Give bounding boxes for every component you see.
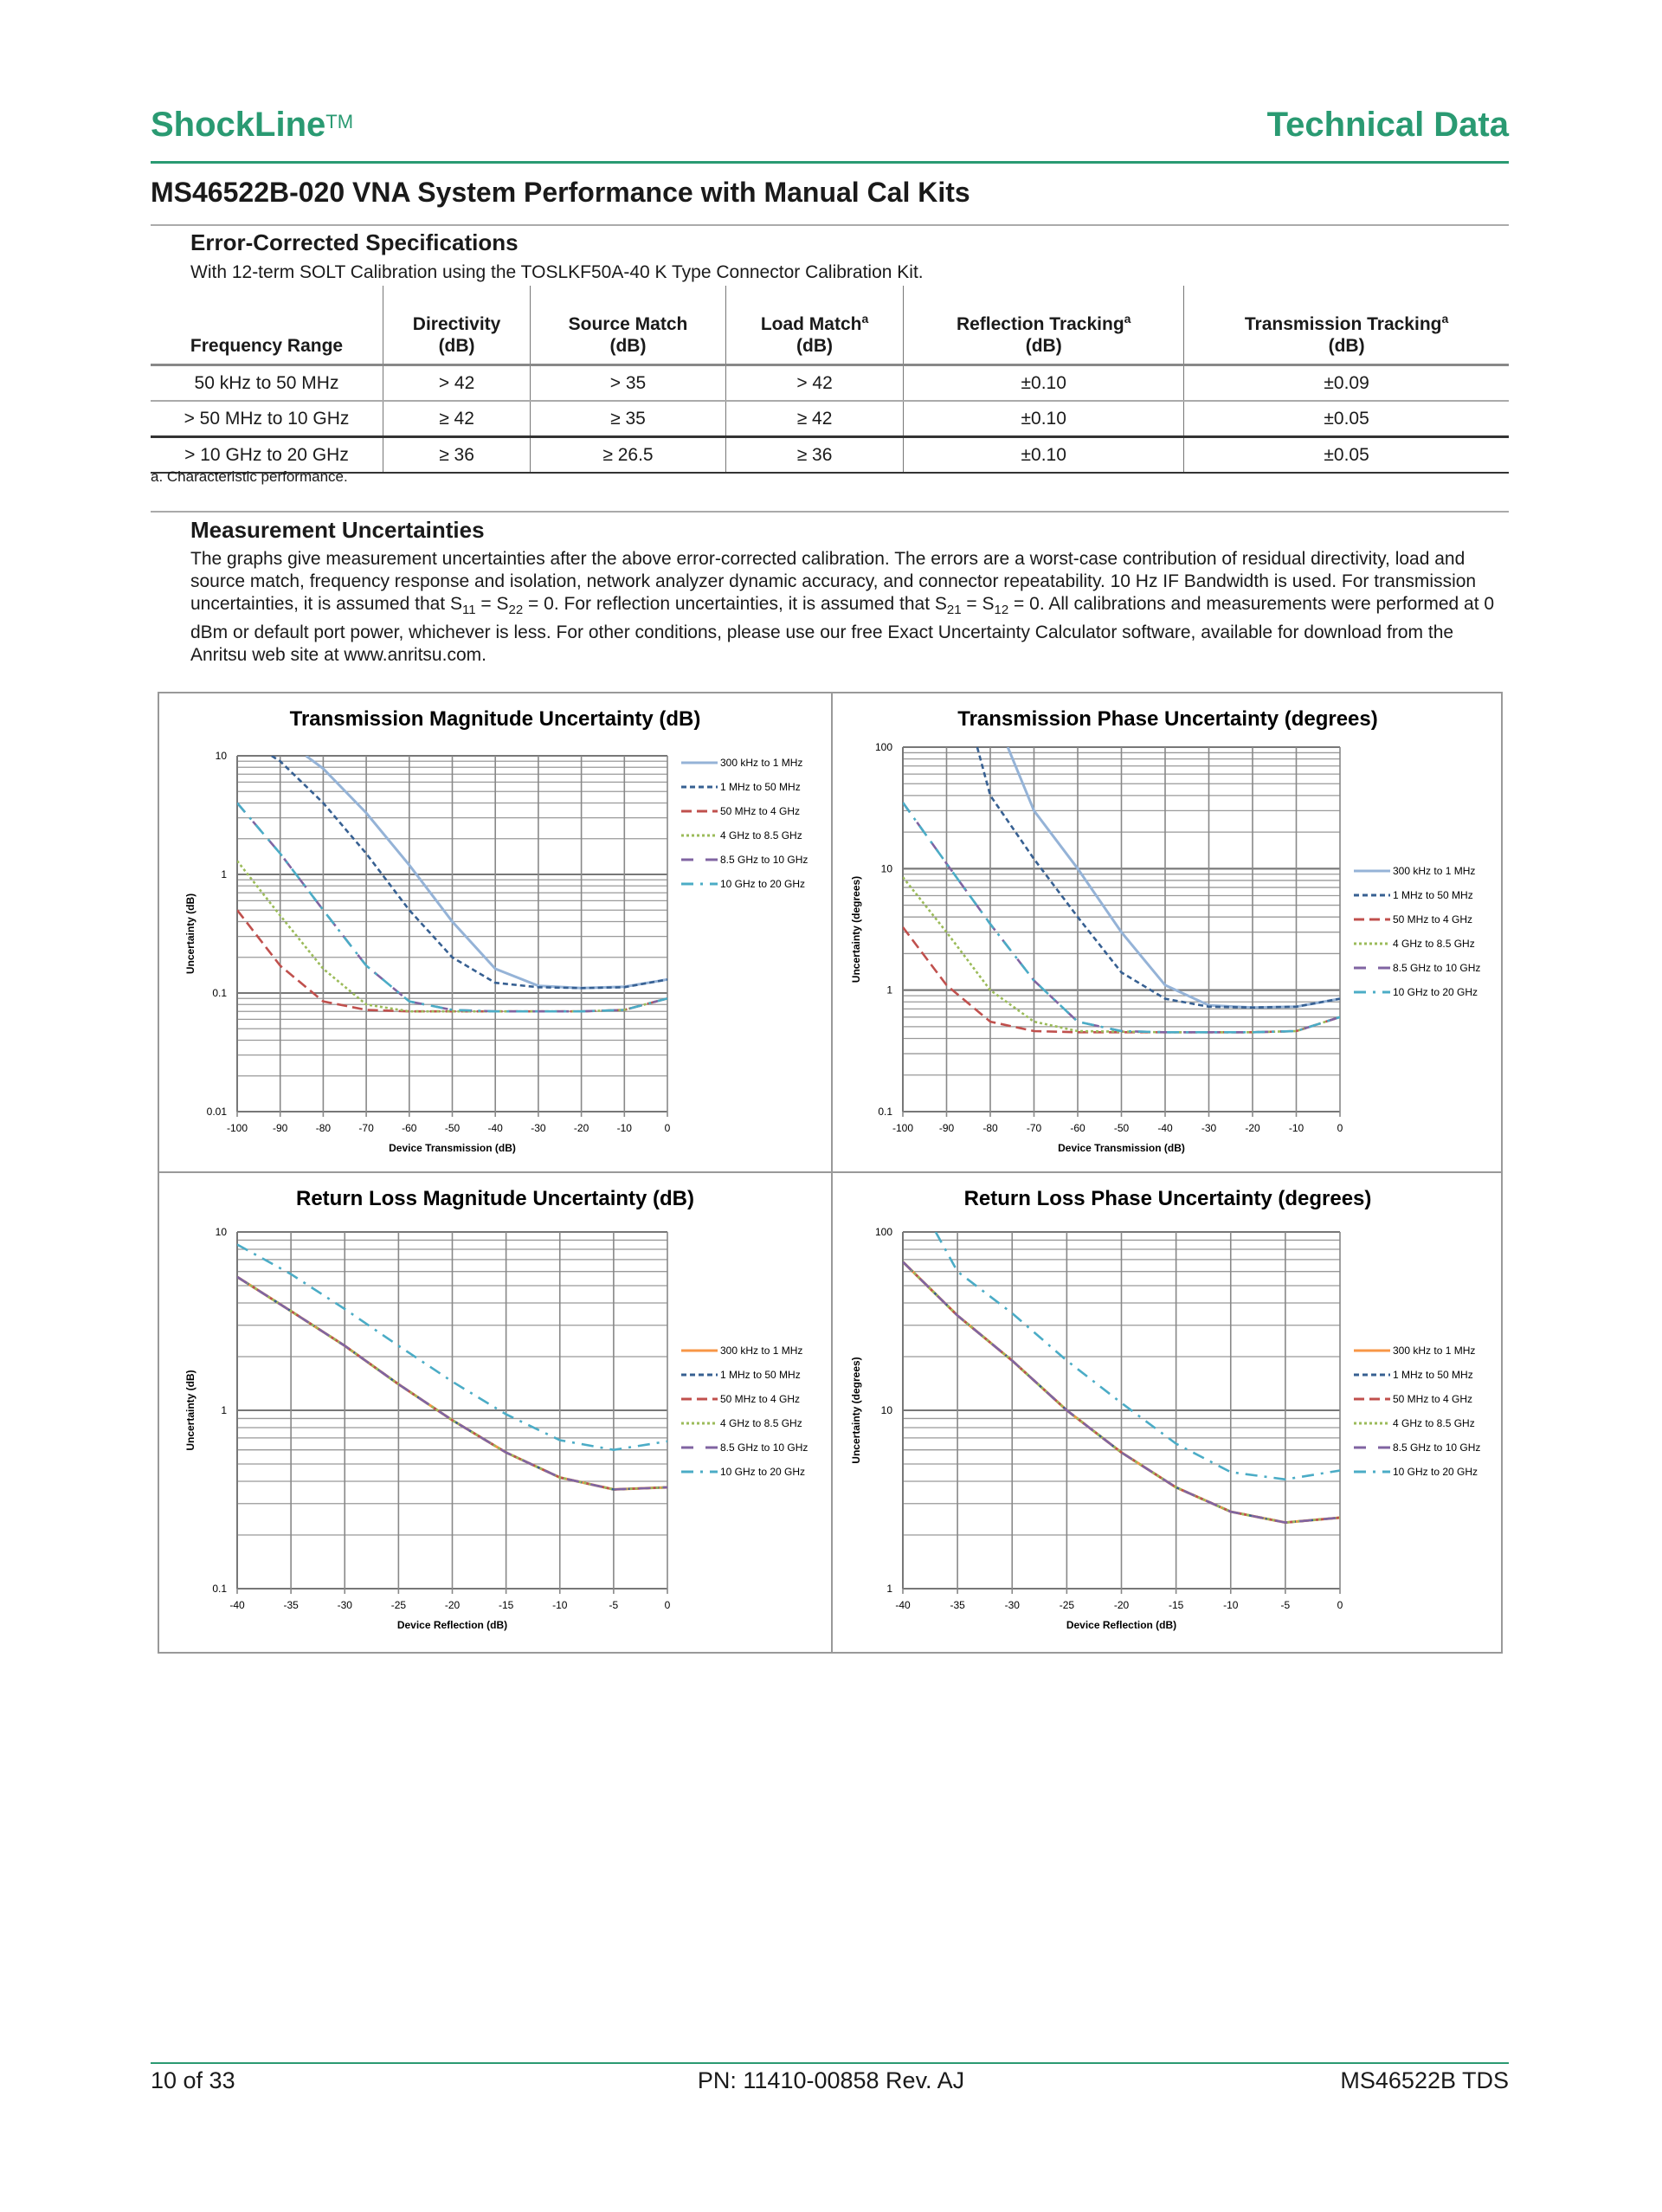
uncertainties-heading: Measurement Uncertainties [190,517,485,543]
x-tick-label: -25 [390,1599,407,1611]
column-unit: (dB) [438,336,475,356]
table-cell: > 50 MHz to 10 GHz [151,401,383,437]
x-tick-label: -40 [1157,1122,1173,1134]
y-tick-label: 1 [221,868,227,880]
footnote-marker: a [1441,312,1449,326]
y-tick-label: 10 [880,1404,892,1416]
legend-label: 8.5 GHz to 10 GHz [1393,1441,1481,1454]
footnote: a. Characteristic performance. [151,468,348,485]
table-cell: ±0.05 [1184,401,1509,437]
x-axis-label: Device Reflection (dB) [1066,1619,1177,1631]
y-tick-label: 0.1 [878,1106,892,1118]
x-tick-label: -20 [444,1599,461,1611]
column-header [151,286,383,365]
legend-label: 300 kHz to 1 MHz [1393,1345,1476,1357]
column-header [1184,286,1509,365]
column-header [383,286,531,365]
y-tick-label: 10 [215,1226,227,1238]
chart-svg [159,1173,832,1654]
brand-name [151,106,353,145]
legend-label: 1 MHz to 50 MHz [720,781,801,793]
subscript: 21 [946,603,962,618]
section-divider [151,224,1509,226]
legend-label: 8.5 GHz to 10 GHz [720,1441,808,1454]
column-label: Frequency Range [190,336,344,356]
table-cell: ≥ 36 [383,437,531,474]
y-tick-label: 10 [880,862,892,875]
legend-label: 300 kHz to 1 MHz [720,1345,803,1357]
subscript: 22 [508,603,524,618]
table-cell: ±0.10 [904,401,1184,437]
series-line [936,1232,1340,1480]
x-tick-label: -20 [573,1122,589,1134]
legend-label: 300 kHz to 1 MHz [720,757,803,769]
column-label: Source Match [568,314,688,334]
x-tick-label: -15 [1168,1599,1184,1611]
subscript: 11 [462,603,476,618]
legend-label: 10 GHz to 20 GHz [1393,986,1478,998]
x-tick-label: -100 [892,1122,914,1134]
x-tick-label: -15 [498,1599,514,1611]
column-label: Transmission Tracking [1244,314,1442,334]
column-unit: (dB) [796,336,834,356]
y-tick-label: 1 [221,1404,227,1416]
table-cell: > 35 [531,365,726,402]
y-tick-label: 100 [874,741,892,753]
x-tick-label: -25 [1059,1599,1075,1611]
chart-divider [158,1171,1503,1173]
table-cell: ≥ 36 [725,437,903,474]
table-cell: ≥ 42 [725,401,903,437]
chart-title: Return Loss Magnitude Uncertainty (dB) [295,1187,695,1210]
legend-label: 4 GHz to 8.5 GHz [720,829,802,842]
chart-transmission-phase [832,693,1504,1174]
table-row [151,365,1509,402]
paragraph-text: = S [961,594,995,614]
x-tick-label: -50 [444,1122,461,1134]
y-axis-label: Uncertainty (degrees) [850,1357,862,1464]
legend-label: 300 kHz to 1 MHz [1393,865,1476,877]
paragraph-text: = 0. All calibrations and measurements were performed at 0 dBm or default port power, whichever is less. For other conditions, please use our free Exact Uncertainty Calculator software, available for download from the Anritsu web site at www.anritsu.com. [190,594,1495,666]
paragraph-text: The graphs give measurement uncertainties after the above error-corrected calibration. The errors are a worst-case contribution of residual directivity, load and source match, frequency response and isolation, network analyzer dynamic accuracy, and connector repeatability. 10 Hz IF Bandwidth is used. For transmission uncertainties, it is assumed that S [190,549,1477,614]
chart-svg [159,693,832,1174]
legend-label: 50 MHz to 4 GHz [720,1393,801,1405]
x-tick-label: -90 [273,1122,288,1134]
trademark: TM [325,111,354,132]
x-tick-label: -90 [938,1122,955,1134]
x-tick-label: -30 [531,1122,546,1134]
table-cell: > 10 GHz to 20 GHz [151,437,383,474]
legend-label: 8.5 GHz to 10 GHz [1393,962,1481,974]
table-cell: > 42 [383,365,531,402]
error-corrected-heading: Error-Corrected Specifications [190,229,519,255]
table-cell: ±0.05 [1184,437,1509,474]
x-tick-label: -35 [283,1599,299,1611]
y-tick-label: 1 [886,1583,892,1595]
x-tick-label: -60 [402,1122,417,1134]
table-cell: ≥ 42 [383,401,531,437]
subscript: 12 [994,603,1009,618]
x-tick-label: -70 [1026,1122,1042,1134]
x-tick-label: -20 [1113,1599,1130,1611]
chart-svg [832,1173,1504,1654]
brand-text: ShockLine [151,106,326,144]
x-axis-label: Device Transmission (dB) [1058,1142,1185,1154]
series-line [977,747,1340,1008]
x-tick-label: -80 [315,1122,332,1134]
table-cell: ≥ 35 [531,401,726,437]
column-unit: (dB) [609,336,647,356]
header-divider [151,161,1509,164]
x-tick-label: -80 [982,1122,998,1134]
uncertainties-paragraph [190,548,1511,667]
chart-transmission-magnitude [159,693,832,1174]
x-tick-label: 0 [1337,1122,1343,1134]
x-tick-label: -5 [1280,1599,1291,1611]
x-tick-label: 0 [664,1122,671,1134]
paragraph-text: = 0. For reflection uncertainties, it is assumed that S [523,594,947,614]
x-tick-label: 0 [1337,1599,1343,1611]
x-tick-label: -10 [1223,1599,1239,1611]
table-row [151,437,1509,474]
y-tick-label: 100 [874,1226,892,1238]
chart-title: Return Loss Phase Uncertainty (degrees) [963,1187,1372,1210]
x-tick-label: -10 [552,1599,568,1611]
y-tick-label: 10 [215,750,227,762]
legend-label: 10 GHz to 20 GHz [720,1466,806,1478]
x-tick-label: -20 [1245,1122,1260,1134]
legend-label: 1 MHz to 50 MHz [1393,889,1473,901]
series-line [1008,747,1340,1008]
chart-return-loss-magnitude [159,1173,832,1654]
footnote-marker: a [1124,312,1131,326]
legend-label: 10 GHz to 20 GHz [1393,1466,1478,1478]
x-tick-label: -30 [1004,1599,1020,1611]
page-number: 10 of 33 [151,2067,235,2093]
series-line [272,756,667,988]
column-unit: (dB) [1025,336,1062,356]
x-tick-label: -10 [616,1122,632,1134]
x-tick-label: -40 [229,1599,245,1611]
y-tick-label: 0.1 [212,1583,227,1595]
legend-label: 4 GHz to 8.5 GHz [720,1417,802,1429]
legend-label: 50 MHz to 4 GHz [720,805,801,817]
x-tick-label: -40 [895,1599,911,1611]
y-tick-label: 0.01 [206,1106,227,1118]
column-label: Load Match [760,314,862,334]
table-cell: ±0.09 [1184,365,1509,402]
y-axis-label: Uncertainty (dB) [184,1370,196,1451]
table-cell: ±0.10 [904,365,1184,402]
x-tick-label: -10 [1288,1122,1304,1134]
legend-label: 4 GHz to 8.5 GHz [1393,938,1475,950]
chart-title: Transmission Phase Uncertainty (degrees) [957,707,1378,731]
series-line [306,756,668,988]
error-corrected-subtitle: With 12-term SOLT Calibration using the TOSLKF50A-40 K Type Connector Calibration Kit. [190,262,924,282]
legend-label: 50 MHz to 4 GHz [1393,1393,1473,1405]
column-header [725,286,903,365]
legend-label: 8.5 GHz to 10 GHz [720,854,808,866]
footer-divider [151,2062,1509,2064]
document-type: Technical Data [1266,106,1509,144]
x-axis-label: Device Transmission (dB) [389,1142,516,1154]
page-title: MS46522B-020 VNA System Performance with Manual Cal Kits [151,177,970,208]
table-header-row [151,286,1509,365]
legend-label: 1 MHz to 50 MHz [1393,1369,1473,1381]
x-tick-label: -30 [1201,1122,1217,1134]
y-axis-label: Uncertainty (degrees) [850,875,862,983]
column-header [904,286,1184,365]
table-cell: ≥ 26.5 [531,437,726,474]
column-label: Reflection Tracking [956,314,1124,334]
legend-label: 1 MHz to 50 MHz [720,1369,801,1381]
y-tick-label: 1 [886,983,892,996]
x-tick-label: 0 [664,1599,671,1611]
chart-return-loss-phase [832,1173,1504,1654]
x-tick-label: -5 [609,1599,619,1611]
part-number: PN: 11410-00858 Rev. AJ [697,2067,965,2093]
table-cell: 50 kHz to 50 MHz [151,365,383,402]
column-unit: (dB) [1328,336,1365,356]
x-tick-label: -50 [1113,1122,1130,1134]
paragraph-text: = S [475,594,509,614]
chart-title: Transmission Magnitude Uncertainty (dB) [289,707,701,731]
x-tick-label: -60 [1070,1122,1085,1134]
x-tick-label: -35 [950,1599,965,1611]
x-axis-label: Device Reflection (dB) [396,1619,508,1631]
y-axis-label: Uncertainty (dB) [184,893,196,975]
x-tick-label: -100 [226,1122,248,1134]
table-cell: > 42 [725,365,903,402]
legend-label: 4 GHz to 8.5 GHz [1393,1417,1475,1429]
footnote-marker: a [861,312,869,326]
x-tick-label: -70 [358,1122,374,1134]
y-tick-label: 0.1 [212,987,227,999]
x-tick-label: -40 [487,1122,503,1134]
chart-svg [832,693,1504,1174]
document-name: MS46522B TDS [1340,2067,1509,2093]
table-row [151,401,1509,437]
column-label: Directivity [412,314,501,334]
legend-label: 10 GHz to 20 GHz [720,878,806,890]
section-divider [151,511,1509,513]
spec-table [151,286,1509,474]
column-header [531,286,726,365]
table-cell: ±0.10 [904,437,1184,474]
x-tick-label: -30 [337,1599,352,1611]
legend-label: 50 MHz to 4 GHz [1393,913,1473,925]
